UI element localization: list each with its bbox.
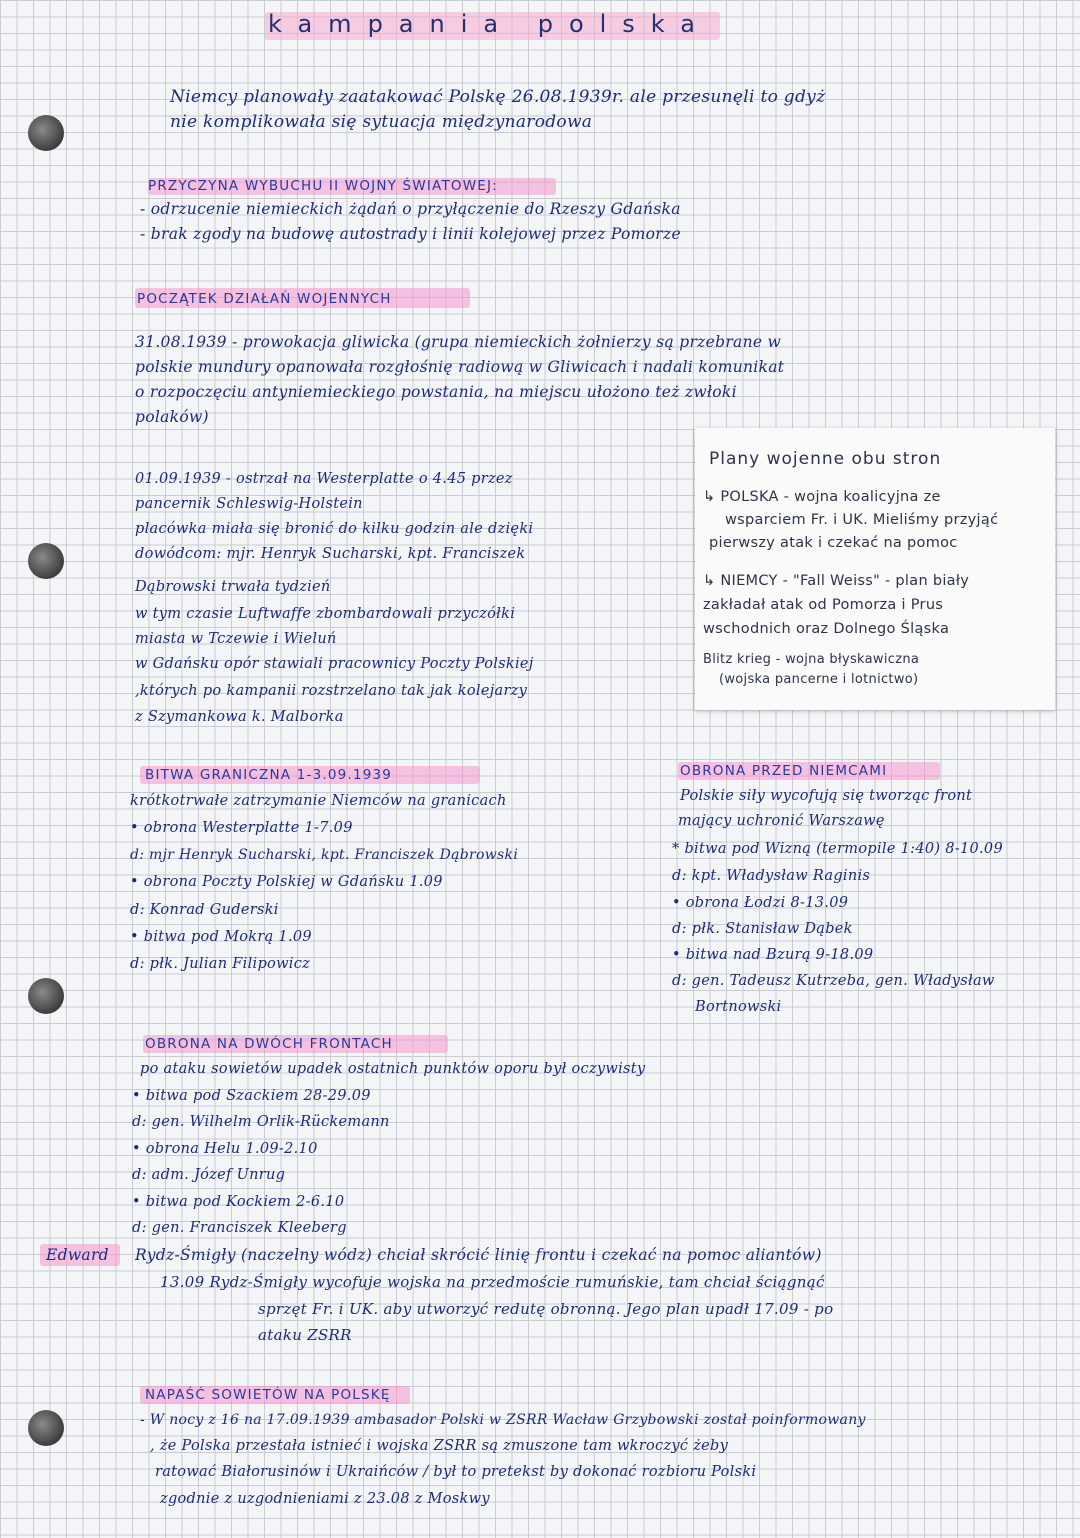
border-battle-line: • obrona Poczty Polskiej w Gdańsku 1.09: [130, 874, 443, 890]
rydz-line: ataku ZSRR: [258, 1326, 352, 1344]
two-fronts-line: po ataku sowietów upadek ostatnich punktów oporu był oczywisty: [140, 1061, 646, 1077]
causes-heading: PRZYCZYNA WYBUCHU II WOJNY ŚWIATOWEJ:: [148, 178, 498, 194]
westerplatte-line: miasta w Tczewie i Wieluń: [135, 631, 337, 647]
plans-line: ↳ NIEMCY - "Fall Weiss" - plan biały: [703, 573, 970, 589]
causes-item: - brak zgody na budowę autostrady i linii kolejowej przez Pomorze: [140, 225, 681, 243]
soviet-line: - W nocy z 16 na 17.09.1939 ambasador Polski w ZSRR Wacław Grzybowski został poinformowany: [140, 1412, 866, 1428]
start-line: 31.08.1939 - prowokacja gliwicka (grupa niemieckich żołnierzy są przebrane w: [135, 333, 782, 351]
start-heading: POCZĄTEK DZIAŁAŃ WOJENNYCH: [137, 291, 392, 307]
two-fronts-line: d: adm. Józef Unrug: [132, 1167, 286, 1183]
two-fronts-line: • bitwa pod Kockiem 2-6.10: [132, 1194, 345, 1210]
plans-line: pierwszy atak i czekać na pomoc: [709, 535, 958, 551]
westerplatte-line: w Gdańsku opór stawiali pracownicy Poczty Polskiej: [135, 656, 534, 672]
defense-germans-line: mający uchronić Warszawę: [678, 813, 885, 829]
two-fronts-line: • bitwa pod Szackiem 28-29.09: [132, 1088, 371, 1104]
border-battle-line: krótkotrwałe zatrzymanie Niemców na granicach: [130, 793, 507, 809]
intro-line: nie komplikowała się sytuacja międzynarodowa: [170, 112, 593, 132]
westerplatte-line: Dąbrowski trwała tydzień: [135, 579, 331, 595]
plans-line: Blitz krieg - wojna błyskawiczna: [703, 652, 920, 667]
defense-germans-line: * bitwa pod Wizną (termopile 1:40) 8-10.09: [672, 841, 1003, 857]
westerplatte-line: ,których po kampanii rozstrzelano tak jak kolejarzy: [135, 683, 528, 699]
start-line: polaków): [135, 408, 209, 426]
two-fronts-line: d: gen. Franciszek Kleeberg: [132, 1220, 347, 1236]
border-battle-line: d: Konrad Guderski: [130, 902, 279, 918]
two-fronts-heading: OBRONA NA DWÓCH FRONTACH: [145, 1036, 393, 1052]
two-fronts-line: d: gen. Wilhelm Orlik-Rückemann: [132, 1114, 390, 1130]
start-line: polskie mundury opanowała rozgłośnię radiową w Gliwicach i nadali komunikat: [135, 358, 785, 376]
border-battle-line: d: mjr Henryk Sucharski, kpt. Franciszek Dąbrowski: [130, 847, 519, 863]
defense-germans-line: • bitwa nad Bzurą 9-18.09: [672, 947, 874, 963]
two-fronts-line: • obrona Helu 1.09-2.10: [132, 1141, 318, 1157]
defense-germans-line: • obrona Łodzi 8-13.09: [672, 895, 849, 911]
plans-line: (wojska pancerne i lotnictwo): [719, 672, 919, 687]
plans-line: zakładał atak od Pomorza i Prus: [703, 597, 944, 613]
westerplatte-line: w tym czasie Luftwaffe zbombardowali przyczółki: [135, 606, 516, 622]
border-battle-line: • bitwa pod Mokrą 1.09: [130, 929, 312, 945]
westerplatte-line: pancernik Schleswig-Holstein: [135, 496, 363, 512]
westerplatte-line: z Szymankowa k. Malborka: [135, 709, 344, 725]
soviet-line: ratować Białorusinów i Ukraińców / był to pretekst by dokonać rozbioru Polski: [155, 1464, 757, 1480]
soviet-line: , że Polska przestała istnieć i wojska ZSRR są zmuszone tam wkroczyć żeby: [150, 1438, 729, 1454]
border-battle-heading: BITWA GRANICZNA 1-3.09.1939: [145, 767, 393, 783]
westerplatte-line: 01.09.1939 - ostrzał na Westerplatte o 4.45 przez: [135, 471, 513, 487]
binder-hole-top: [28, 115, 64, 151]
soviet-line: zgodnie z uzgodnieniami z 23.08 z Moskwy: [160, 1491, 490, 1507]
rydz-label: Edward: [46, 1246, 109, 1264]
westerplatte-line: placówka miała się bronić do kilku godzin ale dzięki: [135, 521, 534, 537]
binder-hole-lower: [28, 978, 64, 1014]
plans-note-card: [695, 428, 1055, 710]
plans-line: ↳ POLSKA - wojna koalicyjna ze: [703, 489, 941, 505]
binder-hole-middle: [28, 543, 64, 579]
binder-hole-bottom: [28, 1410, 64, 1446]
rydz-line: Rydz-Śmigły (naczelny wódz) chciał skrócić linię frontu i czekać na pomoc aliantów): [135, 1246, 822, 1264]
rydz-line: sprzęt Fr. i UK. aby utworzyć redutę obronną. Jego plan upadł 17.09 - po: [258, 1300, 834, 1318]
defense-germans-line: Bortnowski: [695, 999, 782, 1015]
plans-line: wschodnich oraz Dolnego Śląska: [703, 621, 950, 637]
plans-title: Plany wojenne obu stron: [709, 449, 942, 469]
defense-germans-line: d: płk. Stanisław Dąbek: [672, 921, 853, 937]
start-line: o rozpoczęciu antyniemieckiego powstania, na miejscu ułożono też zwłoki: [135, 383, 737, 401]
border-battle-line: d: płk. Julian Filipowicz: [130, 956, 311, 972]
westerplatte-line: dowódcom: mjr. Henryk Sucharski, kpt. Franciszek: [135, 546, 526, 562]
page-title: kampania polska: [268, 10, 711, 38]
defense-germans-line: Polskie siły wycofują się tworząc front: [680, 788, 973, 804]
causes-item: - odrzucenie niemieckich żądań o przyłączenie do Rzeszy Gdańska: [140, 200, 681, 218]
defense-germans-line: d: kpt. Władysław Raginis: [672, 868, 871, 884]
intro-line: Niemcy planowały zaatakować Polskę 26.08.1939r. ale przesunęli to gdyż: [170, 87, 826, 107]
rydz-line: 13.09 Rydz-Śmigły wycofuje wojska na przedmoście rumuńskie, tam chciał ściągnąć: [160, 1273, 825, 1291]
soviet-heading: NAPAŚĆ SOWIETÓW NA POLSKĘ: [145, 1387, 391, 1403]
plans-line: wsparciem Fr. i UK. Mieliśmy przyjąć: [725, 512, 999, 528]
defense-germans-heading: OBRONA PRZED NIEMCAMI: [680, 763, 888, 779]
border-battle-line: • obrona Westerplatte 1-7.09: [130, 820, 353, 836]
defense-germans-line: d: gen. Tadeusz Kutrzeba, gen. Władysław: [672, 973, 995, 989]
